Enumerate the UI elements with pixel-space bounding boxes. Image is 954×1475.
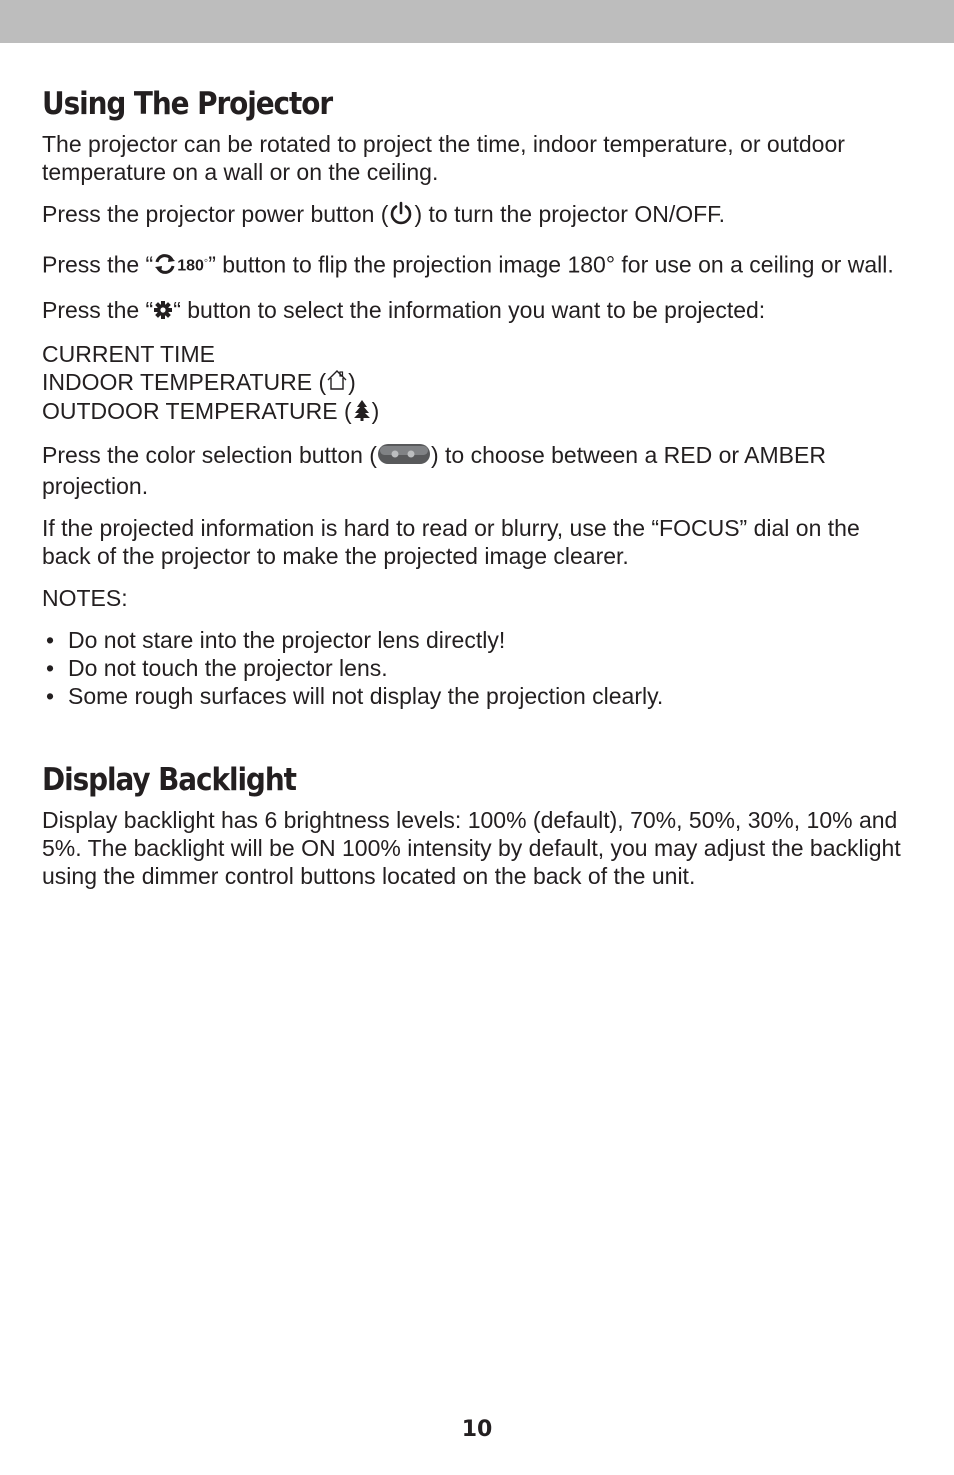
power-icon: [388, 200, 414, 232]
projector-intro: The projector can be rotated to project the time, indoor temperature, or outdoor temperature on a wall or on the ceiling.: [42, 131, 845, 185]
header-band: [0, 0, 954, 43]
section-title-backlight: Display Backlight: [42, 762, 296, 799]
gear-icon: [153, 298, 173, 326]
color-button-icon: [377, 442, 431, 472]
rotate-icon: [153, 252, 177, 282]
list-item: • Some rough surfaces will not display the projection clearly.: [46, 683, 664, 710]
page-content: [42, 84, 912, 890]
tree-icon: [352, 399, 372, 427]
list-item: • Do not touch the projector lens.: [46, 655, 388, 682]
projector-focus-instruction: If the projected information is hard to read or blurry, use the “FOCUS” dial on the back of the projector to make the projected image clearer.: [42, 515, 860, 570]
notes-label: NOTES:: [42, 585, 128, 612]
notes-list: [42, 626, 912, 710]
backlight-section: [42, 760, 912, 890]
backlight-description: Display backlight has 6 brightness levels: 100% (default), 70%, 50%, 30%, 10% and 5%. The backlight will be ON 100% intensity by default, you may adjust the backlight using the dimmer control buttons located on the back of the unit.: [42, 807, 901, 890]
house-icon: [326, 369, 348, 397]
projector-color-instruction: Press the color selection button ( ) to choose between a RED or AMBER projection.: [42, 442, 826, 500]
projector-mode-instruction: Press the “ “ button to select the information you want to be projected:: [42, 296, 912, 326]
projector-power-instruction: Press the projector power button ( ) to turn the projector ON/OFF.: [42, 200, 912, 232]
projector-mode-list: CURRENT TIME INDOOR TEMPERATURE ( ) OUTDOOR TEMPERATURE ( ): [42, 340, 912, 428]
list-item: • Do not stare into the projector lens directly!: [46, 627, 506, 654]
projector-flip-instruction: Press the “ 180◦” button to flip the projection image 180° for use on a ceiling or wall.: [42, 246, 912, 282]
section-title-projector: Using The Projector: [42, 86, 333, 122]
mode-current-time: CURRENT TIME: [42, 340, 215, 367]
page-number: 10: [461, 1417, 493, 1442]
